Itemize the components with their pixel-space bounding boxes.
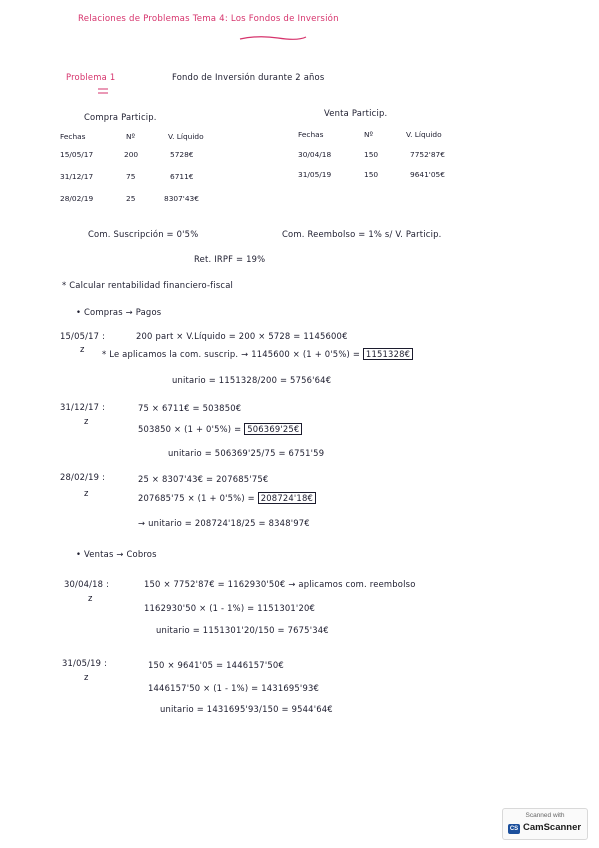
page-title: Relaciones de Problemas Tema 4: Los Fondos de Inversión [78, 14, 339, 24]
purchase-2-line-2: 503850 × (1 + 0'5%) = 506369'25€ [138, 424, 302, 434]
sale-1-date: 30/04/18 : [64, 579, 110, 589]
sales-title: Venta Particip. [324, 108, 388, 118]
calc-instruction: * Calcular rentabilidad financiero-fiscal [62, 280, 234, 290]
sale-1-marker: z [88, 593, 93, 603]
purchases-header: • Compras → Pagos [76, 307, 162, 317]
purchase-1-line-1: 200 part × V.Líquido = 200 × 5728 = 1145600€ [136, 331, 348, 341]
result-box: 506369'25€ [244, 423, 302, 435]
purchase-2-line-3: unitario = 506369'25/75 = 6751'59 [168, 448, 325, 458]
purchase-3-line-3: → unitario = 208724'18/25 = 8348'97€ [138, 518, 310, 528]
problem-label: Problema 1 [66, 72, 116, 82]
purchases-header-num: Nº [126, 132, 136, 141]
scanner-caption: Scanned with [525, 812, 565, 819]
title-underline [238, 33, 308, 43]
redemption-fee: Com. Reembolso = 1% s/ V. Particip. [282, 229, 442, 239]
sales-header-date: Fechas [298, 130, 324, 139]
camscanner-badge [502, 808, 588, 840]
sales-header: • Ventas → Cobros [76, 549, 157, 559]
sale-2-date: 31/05/19 : [62, 658, 108, 668]
purchase-3-line-1: 25 × 8307'43€ = 207685'75€ [138, 474, 269, 484]
purchase-2-date: 31/12/17 : [60, 402, 106, 412]
subscription-fee: Com. Suscripción = 0'5% [88, 229, 199, 239]
purchase-3-marker: z [84, 488, 89, 498]
camscanner-logo-icon: CS [509, 826, 519, 832]
sale-2-line-3: unitario = 1431695'93/150 = 9544'64€ [160, 704, 333, 714]
result-box: 208724'18€ [258, 492, 316, 504]
purchase-2-marker: z [84, 416, 89, 426]
purchase-3-date: 28/02/19 : [60, 472, 106, 482]
purchase-3-line-2: 207685'75 × (1 + 0'5%) = 208724'18€ [138, 493, 316, 503]
sale-1-line-2: 1162930'50 × (1 - 1%) = 1151301'20€ [144, 603, 316, 613]
result-box: 1151328€ [363, 348, 413, 360]
purchase-1-marker: z [80, 344, 85, 354]
purchase-1-line-2: * Le aplicamos la com. suscrip. → 1145600 × (1 + 0'5%) = 1151328€ [102, 349, 413, 359]
sale-1-line-1: 150 × 7752'87€ = 1162930'50€ → aplicamos com. reembolso [144, 579, 416, 589]
scanner-brand: CamScanner [523, 822, 582, 833]
sale-2-marker: z [84, 672, 89, 682]
purchases-header-value: V. Líquido [168, 132, 204, 141]
purchases-title: Compra Particip. [84, 112, 157, 122]
withholding-tax: Ret. IRPF = 19% [194, 254, 266, 264]
sale-1-line-3: unitario = 1151301'20/150 = 7675'34€ [156, 625, 329, 635]
purchases-header-date: Fechas [60, 132, 86, 141]
sale-2-line-1: 150 × 9641'05 = 1446157'50€ [148, 660, 284, 670]
problem-statement: Fondo de Inversión durante 2 años [172, 72, 325, 82]
sales-header-value: V. Líquido [406, 130, 442, 139]
purchase-1-line-3: unitario = 1151328/200 = 5756'64€ [172, 375, 332, 385]
sales-header-num: Nº [364, 130, 374, 139]
purchase-1-date: 15/05/17 : [60, 331, 106, 341]
sale-2-line-2: 1446157'50 × (1 - 1%) = 1431695'93€ [148, 683, 320, 693]
purchase-2-line-1: 75 × 6711€ = 503850€ [138, 403, 242, 413]
problem-label-underline [96, 86, 112, 96]
